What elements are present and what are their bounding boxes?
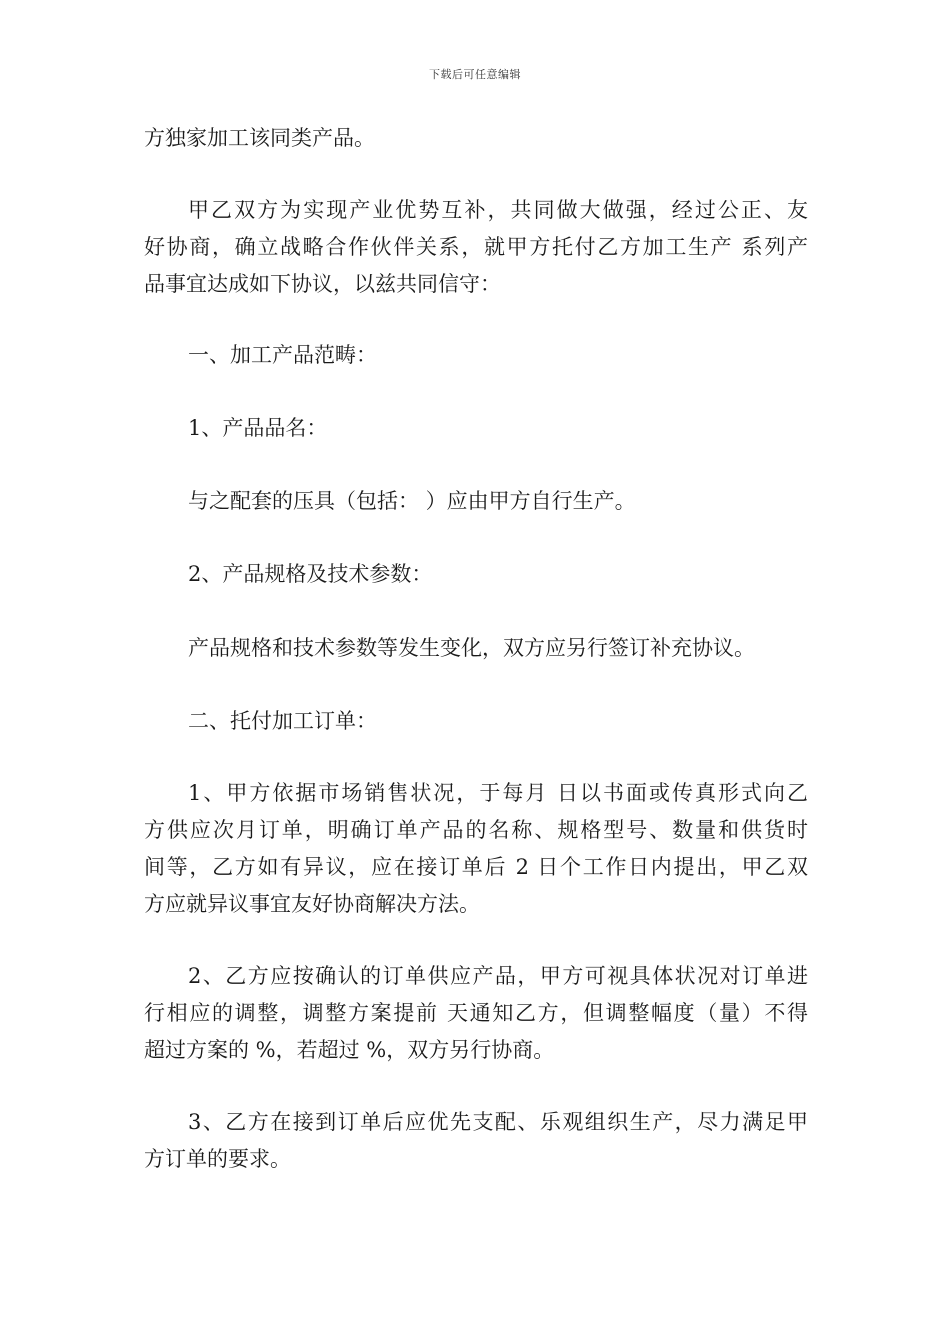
text-line: 2、产品规格及技术参数： [188, 562, 433, 586]
text-line: 二、托付加工订单： [188, 709, 377, 733]
order-clause-2 [144, 958, 808, 1069]
order-clause-3 [144, 1104, 808, 1178]
text-line: 方订单的要求。 [144, 1147, 291, 1171]
text-line: 甲乙双方为实现产业优势互补，共同做大做强，经过公正、友 [188, 198, 808, 222]
item-specs [144, 556, 808, 593]
text-line: 品事宜达成如下协议，以兹共同信守： [144, 272, 501, 296]
text-line: 2、乙方应按确认的订单供应产品，甲方可视具体状况对订单进 [188, 964, 808, 988]
order-clause-1 [144, 775, 808, 923]
paragraph-preamble [144, 192, 808, 303]
text-line: 方供应次月订单，明确订单产品的名称、规格型号、数量和供货时 [144, 818, 808, 842]
page-header: 下载后可任意编辑 [429, 68, 521, 81]
text-line: 方独家加工该同类产品。 [144, 126, 375, 150]
item-product-name [144, 410, 808, 447]
text-line: 行相应的调整，调整方案提前 天通知乙方，但调整幅度（量）不得 [144, 1001, 808, 1025]
paragraph-spec-changes [144, 630, 808, 667]
text-line: 一、加工产品范畴： [188, 343, 377, 367]
text-line: 3、乙方在接到订单后应优先支配、乐观组织生产，尽力满足甲 [188, 1110, 808, 1134]
text-line: 1、甲方依据市场销售状况，于每月 日以书面或传真形式向乙 [188, 781, 808, 805]
section-heading-1 [144, 337, 808, 374]
text-line: 超过方案的 %，若超过 %，双方另行协商。 [144, 1038, 555, 1062]
text-line: 好协商，确立战略合作伙伴关系，就甲方托付乙方加工生产 系列产 [144, 235, 808, 259]
text-line: 产品规格和技术参数等发生变化，双方应另行签订补充协议。 [188, 636, 755, 660]
text-line: 间等，乙方如有异议，应在接订单后 2 日个工作日内提出，甲乙双 [144, 855, 808, 879]
paragraph-tooling [144, 483, 808, 520]
text-line: 1、产品品名： [188, 416, 328, 440]
text-line: 方应就异议事宜友好协商解决方法。 [144, 892, 480, 916]
paragraph-continuation [144, 120, 808, 157]
text-line: 与之配套的压具（包括： ）应由甲方自行生产。 [188, 489, 636, 513]
section-heading-2 [144, 703, 808, 740]
